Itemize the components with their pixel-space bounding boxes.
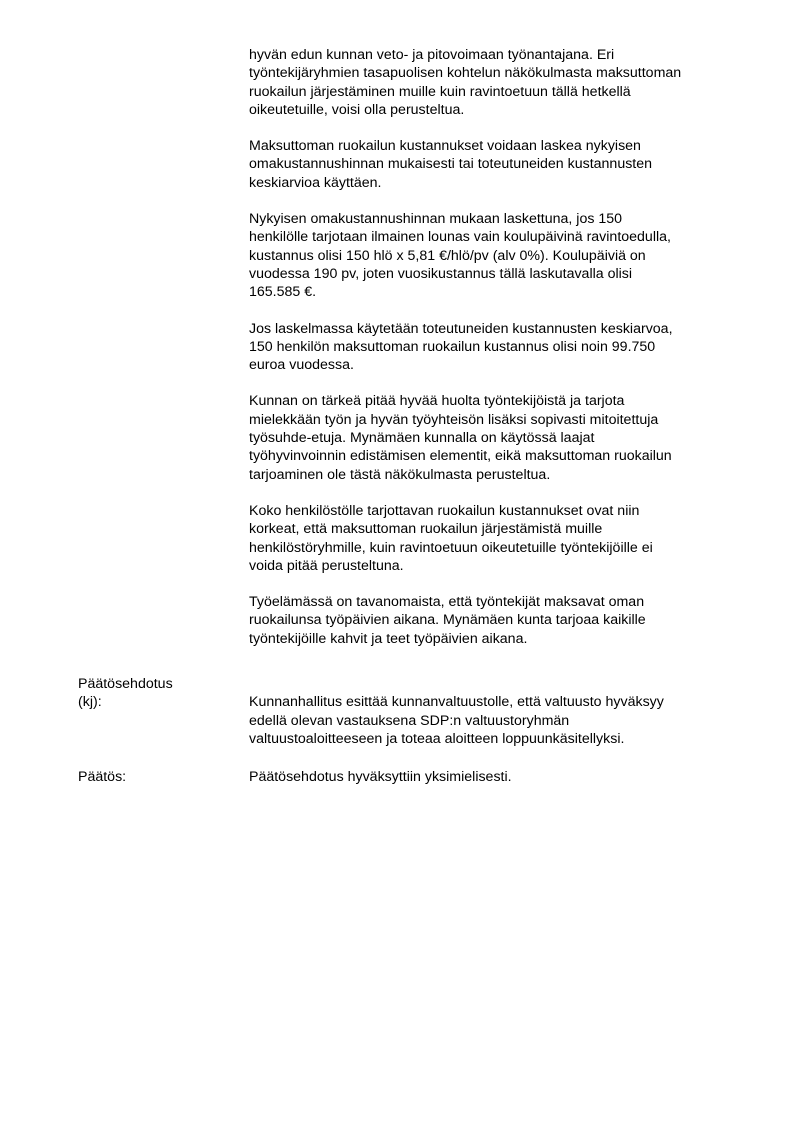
text-line: Maksuttoman ruokailun kustannukset voidaan laskea nykyisen	[249, 138, 641, 155]
text-line: korkeat, että maksuttoman ruokailun järjestämistä muille	[249, 521, 603, 538]
text-line: hyvän edun kunnan veto- ja pitovoimaan työnantajana. Eri	[249, 47, 615, 63]
text-line: työsuhde-etuja. Mynämäen kunnalla on käytössä laajat	[249, 430, 595, 447]
text-line: Työelämässä on tavanomaista, että työntekijät maksavat oman	[249, 594, 645, 611]
paragraph-4	[249, 320, 749, 375]
proposal-label	[78, 675, 243, 712]
text-line: voida pitää perusteltuna.	[249, 557, 404, 574]
text-line: edellä olevan vastauksena SDP:n valtuustoryhmän	[249, 712, 570, 729]
text-line: keskiarvioa käyttäen.	[249, 174, 382, 191]
paragraph-3	[249, 210, 749, 301]
text-line: Kunnanhallitus esittää kunnanvaltuustolle, että valtuusto hyväksyy	[249, 694, 664, 711]
proposal-label-line: Päätösehdotus	[78, 676, 173, 692]
text-line: ruokailunsa työpäivien aikana. Mynämäen kunta tarjoaa kaikille	[249, 612, 646, 629]
text-line: vuodessa 190 pv, joten vuosikustannus tällä laskutavalla olisi	[249, 265, 633, 282]
decision-text: Päätösehdotus hyväksyttiin yksimielisesti.	[249, 769, 512, 785]
paragraph-6	[249, 502, 749, 575]
paragraph-1	[249, 46, 749, 119]
proposal-label-line: (kj):	[78, 694, 102, 711]
paragraph-5	[249, 392, 749, 483]
text-line: tarjoaminen ole tästä näkökulmasta perusteltua.	[249, 466, 551, 483]
text-line: työntekijöille kahvit ja teet työpäivien aikana.	[249, 630, 528, 647]
text-line: henkilöstöryhmille, kuin ravintoetuun oikeutetuille työntekijöille ei	[249, 539, 653, 556]
text-line: työhyvinvoinnin edistämisen elementit, eikä maksuttoman ruokailun	[249, 448, 672, 465]
paragraph-7	[249, 593, 749, 648]
text-line: kustannus olisi 150 hlö x 5,81 €/hlö/pv (alv 0%). Koulupäiviä on	[249, 247, 646, 264]
text-line: ruokailun järjestäminen muille kuin ravintoetuun tällä hetkellä	[249, 83, 631, 100]
text-line: Koko henkilöstölle tarjottavan ruokailun kustannukset ovat niin	[249, 502, 640, 519]
text-line: euroa vuodessa.	[249, 357, 354, 374]
text-line: valtuustoaloitteeseen ja toteaa aloitteen loppuunkäsitellyksi.	[249, 730, 625, 747]
text-line: omakustannushinnan mukaisesti tai toteutuneiden kustannusten	[249, 156, 653, 173]
decision-label: Päätös:	[78, 769, 127, 785]
text-line: 165.585 €.	[249, 284, 317, 301]
text-line: työntekijäryhmien tasapuolisen kohtelun näkökulmasta maksuttoman	[249, 65, 682, 82]
proposal-text	[249, 693, 759, 748]
text-line: mielekkään työn ja hyvän työyhteisön lisäksi sopivasti mitoitettuja	[249, 411, 659, 428]
text-line: Jos laskelmassa käytetään toteutuneiden kustannusten keskiarvoa,	[249, 320, 673, 337]
text-line: Nykyisen omakustannushinnan mukaan laskettuna, jos 150	[249, 211, 623, 228]
text-line: henkilölle tarjotaan ilmainen lounas vain koulupäivinä ravintoedulla,	[249, 229, 671, 246]
body-text-column	[249, 46, 749, 666]
text-line: 150 henkilön maksuttoman ruokailun kustannus olisi noin 99.750	[249, 338, 656, 355]
text-line: oikeutetuille, voisi olla perusteltua.	[249, 101, 465, 118]
text-line: Kunnan on tärkeä pitää hyvää huolta työntekijöistä ja tarjota	[249, 393, 625, 410]
paragraph-2	[249, 137, 749, 192]
